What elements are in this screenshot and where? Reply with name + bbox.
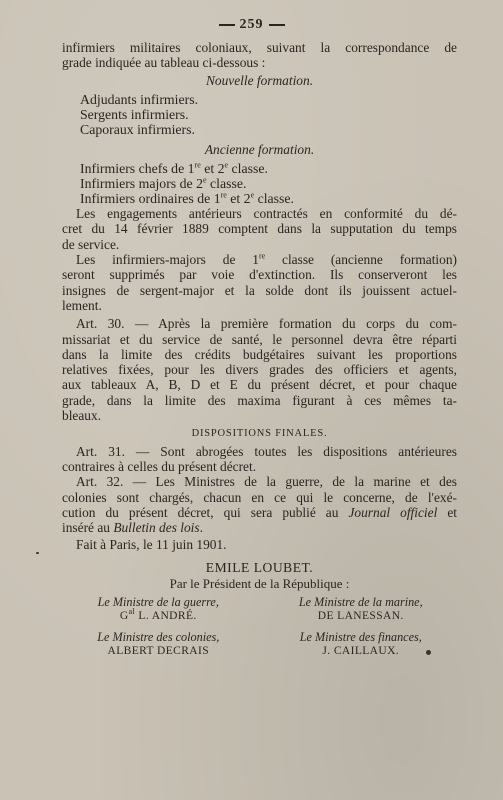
- page-number-dash-right: [269, 24, 285, 26]
- paragraph-line: seront supprimés par voie d'extinction. Ils conserveront les: [62, 267, 457, 283]
- list-item: Adjudants infirmiers.: [80, 91, 199, 107]
- signatory-name: EMILE LOUBET.: [205, 559, 314, 575]
- minister-guerre: [62, 595, 255, 623]
- paragraph-engagements: [62, 206, 457, 252]
- paragraph-line: lement.: [62, 297, 102, 313]
- heading-dispositions-finales: DISPOSITIONS FINALES.: [191, 428, 328, 440]
- minister-name: DE LANESSAN.: [317, 610, 404, 623]
- list-item: Caporaux infirmiers.: [80, 121, 195, 137]
- ministers-signatures: [62, 595, 457, 658]
- minister-colonies: [62, 630, 255, 658]
- paragraph-line: dans la limite des crédits budgétaires suivant les proportions: [62, 346, 457, 362]
- paragraph-line: Les infirmiers-majors de 1re classe (ancienne formation): [76, 251, 457, 268]
- minister-role: Le Ministre des colonies,: [97, 630, 220, 645]
- paragraph-line: inséré au Bulletin des lois.: [62, 520, 203, 536]
- body-text: [62, 40, 457, 658]
- list-item: Sergents infirmiers.: [80, 106, 189, 122]
- minister-name: ALBERT DECRAIS: [107, 645, 209, 658]
- article-32: [62, 474, 457, 535]
- intro-line-2: grade indiquée au tableau ci-dessous :: [62, 55, 266, 71]
- minister-role: Le Ministre de la guerre,: [97, 595, 219, 610]
- paragraph-line: contraires à celles du présent décret.: [62, 458, 257, 474]
- heading-ancienne-formation: Ancienne formation.: [204, 141, 315, 157]
- list-item: Infirmiers ordinaires de 1re et 2e classe.: [80, 190, 294, 207]
- list-nouvelle-formation: [62, 92, 457, 137]
- paragraph-line: cret du 14 février 1889 comptent dans la supputation du temps: [62, 221, 457, 237]
- minister-name: J. CAILLAUX.: [322, 645, 400, 658]
- paragraph-line: insignes de sergent-major et la solde dont ils jouissent actuel-: [62, 282, 457, 298]
- paragraph-infirmiers-majors: [62, 252, 457, 313]
- list-ancienne-formation: [62, 161, 457, 206]
- paragraph-line: de service.: [62, 236, 120, 252]
- minister-role: Le Ministre des finances,: [299, 630, 422, 645]
- minister-role: Le Ministre de la marine,: [298, 595, 423, 610]
- ink-spot: [36, 552, 39, 554]
- paragraph-line: missariat et du service de santé, le personnel devra être réparti: [62, 331, 457, 347]
- minister-name: $G^{al}$ L. ANDRÉ.: [119, 607, 197, 623]
- heading-nouvelle-formation: Nouvelle formation.: [205, 72, 314, 88]
- page-number-text: 259: [239, 17, 264, 32]
- paragraph-line: Art. 32. — Les Ministres de la guerre, de la marine et des: [76, 474, 457, 490]
- paragraph-line: relatives fixées, pour les divers grades des officiers et agents,: [62, 362, 457, 378]
- paragraph-line: bleaux.: [62, 408, 102, 424]
- paragraph-line: colonies sont chargés, chacun en ce qui le concerne, de l'exé-: [62, 489, 457, 505]
- article-31: [62, 444, 457, 475]
- paragraph-line: Les engagements antérieurs contractés en conformité du dé-: [76, 206, 457, 222]
- page-number: [0, 17, 503, 33]
- page-number-dash-left: [219, 24, 235, 26]
- minister-marine: [265, 595, 458, 623]
- paragraph-line: Art. 30. — Après la première formation du corps du com-: [76, 316, 457, 332]
- par-le-president: Par le Président de la République :: [169, 576, 350, 592]
- paragraph-line: aux tableaux A, B, D et E du présent décret, et pour chaque: [62, 377, 457, 393]
- paragraph-line: grade, dans la limite des maxima figurant à ces mêmes ta-: [62, 392, 457, 408]
- paragraph-line: cution du présent décret, qui sera publié au Journal officiel et: [62, 504, 457, 520]
- ink-spot: [426, 650, 431, 655]
- article-30: [62, 316, 457, 423]
- list-item: Infirmiers majors de 2e classe.: [80, 175, 247, 192]
- intro-line-1: infirmiers militaires coloniaux, suivant la correspondance de: [62, 40, 457, 55]
- paragraph-line: Art. 31. — Sont abrogées toutes les dispositions antérieures: [76, 443, 457, 459]
- list-item: Infirmiers chefs de 1re et 2e classe.: [80, 160, 268, 177]
- date-line: Fait à Paris, le 11 juin 1901.: [76, 537, 227, 553]
